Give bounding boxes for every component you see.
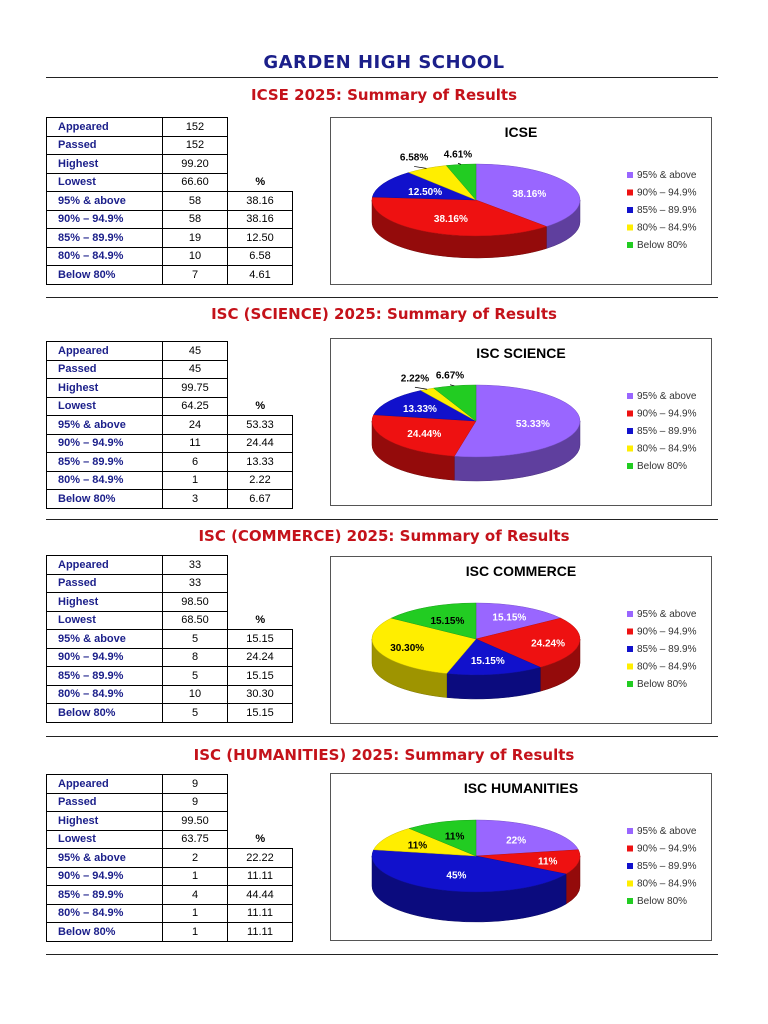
band-count: 1 bbox=[163, 923, 228, 942]
row-label: Passed bbox=[47, 574, 163, 593]
band-count: 19 bbox=[163, 229, 228, 248]
divider bbox=[46, 736, 718, 737]
table-row bbox=[47, 434, 293, 453]
legend-label: 90% – 94.9% bbox=[637, 843, 697, 855]
data-label: 38.16% bbox=[433, 213, 468, 225]
legend-label: 95% & above bbox=[637, 826, 697, 837]
legend-swatch bbox=[627, 242, 633, 248]
pie-chart-svg bbox=[331, 339, 711, 505]
table-row bbox=[47, 556, 293, 575]
band-label: 95% & above bbox=[47, 849, 163, 868]
data-label: 12.50% bbox=[408, 186, 443, 198]
band-percent: 12.50 bbox=[228, 229, 293, 248]
table-row bbox=[47, 830, 293, 849]
row-value: 66.60 bbox=[163, 173, 228, 192]
band-percent: 38.16 bbox=[228, 192, 293, 211]
legend-swatch bbox=[627, 863, 633, 869]
pie-chart-svg bbox=[331, 118, 711, 284]
row-label: Highest bbox=[47, 812, 163, 831]
band-percent: 6.67 bbox=[228, 490, 293, 509]
row-value: 9 bbox=[163, 775, 228, 794]
table-row bbox=[47, 247, 293, 266]
band-count: 3 bbox=[163, 490, 228, 509]
legend-label: 95% & above bbox=[637, 391, 697, 402]
legend-swatch bbox=[627, 629, 633, 635]
table-row bbox=[47, 648, 293, 667]
table-row bbox=[47, 667, 293, 686]
band-percent: 11.11 bbox=[228, 923, 293, 942]
band-count: 1 bbox=[163, 904, 228, 923]
data-label: 15.15% bbox=[492, 612, 527, 624]
table-row bbox=[47, 574, 293, 593]
band-count: 2 bbox=[163, 849, 228, 868]
pie-chart-svg bbox=[331, 774, 711, 940]
band-label: 90% – 94.9% bbox=[47, 648, 163, 667]
table-row bbox=[47, 630, 293, 649]
legend-swatch bbox=[627, 681, 633, 687]
band-count: 5 bbox=[163, 704, 228, 723]
legend-label: 90% – 94.9% bbox=[637, 626, 697, 638]
legend-label: 85% – 89.9% bbox=[637, 205, 697, 216]
results-table-isc-commerce bbox=[46, 555, 293, 723]
row-value: 64.25 bbox=[163, 397, 228, 416]
band-label: 85% – 89.9% bbox=[47, 229, 163, 248]
row-value: 152 bbox=[163, 118, 228, 137]
band-label: Below 80% bbox=[47, 923, 163, 942]
band-label: 80% – 84.9% bbox=[47, 247, 163, 266]
results-table-isc-humanities bbox=[46, 774, 293, 942]
legend-label: Below 80% bbox=[637, 679, 688, 690]
row-label: Appeared bbox=[47, 342, 163, 361]
table-row bbox=[47, 210, 293, 229]
legend-swatch bbox=[627, 463, 633, 469]
band-count: 1 bbox=[163, 867, 228, 886]
section-title-isc-humanities: ISC (HUMANITIES) 2025: Summary of Results bbox=[193, 746, 575, 764]
legend-label: 85% – 89.9% bbox=[637, 861, 697, 872]
legend-swatch bbox=[627, 828, 633, 834]
data-label: 11% bbox=[407, 840, 428, 852]
table-row bbox=[47, 360, 293, 379]
table-row bbox=[47, 793, 293, 812]
row-value: 33 bbox=[163, 556, 228, 575]
data-label: 2.22% bbox=[400, 373, 430, 385]
row-value: 33 bbox=[163, 574, 228, 593]
chart-title: ISC HUMANITIES bbox=[463, 780, 579, 796]
divider bbox=[46, 77, 718, 78]
table-row bbox=[47, 611, 293, 630]
section-title-isc-science: ISC (SCIENCE) 2025: Summary of Results bbox=[211, 305, 557, 323]
data-label: 6.67% bbox=[435, 370, 465, 382]
legend-swatch bbox=[627, 225, 633, 231]
band-count: 5 bbox=[163, 667, 228, 686]
table-row bbox=[47, 704, 293, 723]
row-value: 45 bbox=[163, 342, 228, 361]
band-label: Below 80% bbox=[47, 490, 163, 509]
band-percent: 4.61 bbox=[228, 266, 293, 285]
band-percent: 53.33 bbox=[228, 416, 293, 435]
table-row bbox=[47, 453, 293, 472]
table-row bbox=[47, 490, 293, 509]
legend-label: 85% – 89.9% bbox=[637, 426, 697, 437]
data-label: 24.44% bbox=[407, 429, 442, 441]
band-percent: 24.44 bbox=[228, 434, 293, 453]
legend-label: 90% – 94.9% bbox=[637, 408, 697, 420]
divider bbox=[46, 954, 718, 955]
table-row bbox=[47, 886, 293, 905]
pie-chart-isc-humanities bbox=[330, 773, 712, 941]
data-label: 22% bbox=[506, 835, 527, 847]
data-label: 15.15% bbox=[470, 656, 505, 668]
legend-swatch bbox=[627, 646, 633, 652]
legend-swatch bbox=[627, 411, 633, 417]
table-row bbox=[47, 904, 293, 923]
band-percent: 15.15 bbox=[228, 630, 293, 649]
row-value: 152 bbox=[163, 136, 228, 155]
legend-label: Below 80% bbox=[637, 240, 688, 251]
legend-swatch bbox=[627, 190, 633, 196]
chart-legend bbox=[627, 391, 697, 472]
band-count: 58 bbox=[163, 210, 228, 229]
band-label: 85% – 89.9% bbox=[47, 886, 163, 905]
table-row bbox=[47, 593, 293, 612]
pie-chart-svg bbox=[331, 557, 711, 723]
row-value: 45 bbox=[163, 360, 228, 379]
leader-line bbox=[415, 387, 427, 389]
table-row bbox=[47, 471, 293, 490]
row-value: 63.75 bbox=[163, 830, 228, 849]
legend-label: 95% & above bbox=[637, 609, 697, 620]
row-label: Lowest bbox=[47, 611, 163, 630]
blank-cell bbox=[228, 574, 293, 593]
table-row bbox=[47, 812, 293, 831]
blank-cell bbox=[228, 775, 293, 794]
band-percent: 15.15 bbox=[228, 704, 293, 723]
band-count: 5 bbox=[163, 630, 228, 649]
legend-label: 80% – 84.9% bbox=[637, 443, 697, 455]
legend-swatch bbox=[627, 846, 633, 852]
row-label: Lowest bbox=[47, 397, 163, 416]
blank-cell bbox=[228, 360, 293, 379]
data-label: 13.33% bbox=[402, 403, 437, 415]
legend-swatch bbox=[627, 428, 633, 434]
band-count: 4 bbox=[163, 886, 228, 905]
blank-cell bbox=[228, 155, 293, 174]
band-label: 95% & above bbox=[47, 416, 163, 435]
band-percent: 13.33 bbox=[228, 453, 293, 472]
blank-cell bbox=[228, 793, 293, 812]
band-label: 95% & above bbox=[47, 192, 163, 211]
legend-label: 80% – 84.9% bbox=[637, 661, 697, 673]
data-label: 4.61% bbox=[443, 149, 473, 161]
band-label: 80% – 84.9% bbox=[47, 471, 163, 490]
row-label: Lowest bbox=[47, 173, 163, 192]
divider bbox=[46, 519, 718, 520]
band-label: 80% – 84.9% bbox=[47, 904, 163, 923]
section-title-isc-commerce: ISC (COMMERCE) 2025: Summary of Results bbox=[198, 527, 570, 545]
chart-legend bbox=[627, 170, 697, 251]
table-row bbox=[47, 379, 293, 398]
table-row bbox=[47, 173, 293, 192]
band-percent: 2.22 bbox=[228, 471, 293, 490]
band-count: 24 bbox=[163, 416, 228, 435]
band-count: 6 bbox=[163, 453, 228, 472]
chart-title: ICSE bbox=[504, 124, 538, 140]
row-label: Highest bbox=[47, 379, 163, 398]
data-label: 15.15% bbox=[430, 615, 465, 627]
table-row bbox=[47, 342, 293, 361]
row-value: 98.50 bbox=[163, 593, 228, 612]
pie-chart-icse bbox=[330, 117, 712, 285]
row-value: 68.50 bbox=[163, 611, 228, 630]
band-label: 85% – 89.9% bbox=[47, 453, 163, 472]
blank-cell bbox=[228, 379, 293, 398]
band-label: 80% – 84.9% bbox=[47, 685, 163, 704]
row-label: Lowest bbox=[47, 830, 163, 849]
row-label: Appeared bbox=[47, 556, 163, 575]
band-percent: 6.58 bbox=[228, 247, 293, 266]
legend-label: 80% – 84.9% bbox=[637, 878, 697, 890]
band-count: 11 bbox=[163, 434, 228, 453]
band-percent: 15.15 bbox=[228, 667, 293, 686]
legend-swatch bbox=[627, 898, 633, 904]
row-label: Appeared bbox=[47, 775, 163, 794]
table-row bbox=[47, 136, 293, 155]
legend-label: 90% – 94.9% bbox=[637, 187, 697, 199]
band-count: 8 bbox=[163, 648, 228, 667]
pie-chart-isc-commerce bbox=[330, 556, 712, 724]
table-row bbox=[47, 397, 293, 416]
band-percent: 44.44 bbox=[228, 886, 293, 905]
band-label: 95% & above bbox=[47, 630, 163, 649]
legend-swatch bbox=[627, 664, 633, 670]
legend-swatch bbox=[627, 172, 633, 178]
chart-title: ISC SCIENCE bbox=[476, 345, 566, 361]
pie-chart-isc-science bbox=[330, 338, 712, 506]
data-label: 11% bbox=[537, 856, 558, 868]
data-label: 38.16% bbox=[512, 188, 547, 200]
band-count: 1 bbox=[163, 471, 228, 490]
band-label: 85% – 89.9% bbox=[47, 667, 163, 686]
table-row bbox=[47, 155, 293, 174]
legend-swatch bbox=[627, 207, 633, 213]
legend-swatch bbox=[627, 611, 633, 617]
blank-cell bbox=[228, 118, 293, 137]
row-label: Passed bbox=[47, 793, 163, 812]
data-label: 24.24% bbox=[531, 638, 566, 650]
leader-line bbox=[450, 385, 454, 386]
row-label: Passed bbox=[47, 136, 163, 155]
table-row bbox=[47, 192, 293, 211]
section-title-icse: ICSE 2025: Summary of Results bbox=[251, 86, 517, 104]
blank-cell bbox=[228, 136, 293, 155]
band-label: 90% – 94.9% bbox=[47, 434, 163, 453]
data-label: 45% bbox=[446, 870, 467, 882]
row-label: Highest bbox=[47, 155, 163, 174]
band-count: 10 bbox=[163, 685, 228, 704]
blank-cell bbox=[228, 556, 293, 575]
band-percent: 24.24 bbox=[228, 648, 293, 667]
table-row bbox=[47, 849, 293, 868]
table-row bbox=[47, 923, 293, 942]
band-label: 90% – 94.9% bbox=[47, 210, 163, 229]
data-label: 11% bbox=[444, 831, 465, 843]
data-label: 53.33% bbox=[515, 419, 550, 431]
percent-header: % bbox=[228, 173, 293, 192]
blank-cell bbox=[228, 593, 293, 612]
leader-line bbox=[414, 166, 426, 168]
table-row bbox=[47, 416, 293, 435]
band-count: 7 bbox=[163, 266, 228, 285]
table-row bbox=[47, 867, 293, 886]
row-value: 9 bbox=[163, 793, 228, 812]
legend-label: Below 80% bbox=[637, 896, 688, 907]
band-label: Below 80% bbox=[47, 704, 163, 723]
table-row bbox=[47, 266, 293, 285]
legend-label: 80% – 84.9% bbox=[637, 222, 697, 234]
table-row bbox=[47, 229, 293, 248]
school-title: GARDEN HIGH SCHOOL bbox=[263, 52, 505, 73]
table-row bbox=[47, 775, 293, 794]
chart-legend bbox=[627, 609, 697, 690]
band-percent: 22.22 bbox=[228, 849, 293, 868]
band-count: 10 bbox=[163, 247, 228, 266]
data-label: 30.30% bbox=[390, 643, 425, 655]
chart-title: ISC COMMERCE bbox=[465, 563, 577, 579]
row-label: Appeared bbox=[47, 118, 163, 137]
row-label: Highest bbox=[47, 593, 163, 612]
table-row bbox=[47, 118, 293, 137]
band-percent: 38.16 bbox=[228, 210, 293, 229]
results-table-isc-science bbox=[46, 341, 293, 509]
band-label: Below 80% bbox=[47, 266, 163, 285]
row-value: 99.50 bbox=[163, 812, 228, 831]
band-count: 58 bbox=[163, 192, 228, 211]
band-percent: 11.11 bbox=[228, 904, 293, 923]
row-value: 99.20 bbox=[163, 155, 228, 174]
table-row bbox=[47, 685, 293, 704]
row-value: 99.75 bbox=[163, 379, 228, 398]
results-table-icse bbox=[46, 117, 293, 285]
legend-swatch bbox=[627, 393, 633, 399]
pie-top bbox=[372, 164, 580, 236]
percent-header: % bbox=[228, 830, 293, 849]
percent-header: % bbox=[228, 611, 293, 630]
legend-swatch bbox=[627, 446, 633, 452]
blank-cell bbox=[228, 812, 293, 831]
data-label: 6.58% bbox=[399, 152, 429, 164]
divider bbox=[46, 297, 718, 298]
legend-label: 95% & above bbox=[637, 170, 697, 181]
blank-cell bbox=[228, 342, 293, 361]
band-label: 90% – 94.9% bbox=[47, 867, 163, 886]
legend-label: Below 80% bbox=[637, 461, 688, 472]
legend-label: 85% – 89.9% bbox=[637, 644, 697, 655]
chart-legend bbox=[627, 826, 697, 907]
band-percent: 11.11 bbox=[228, 867, 293, 886]
percent-header: % bbox=[228, 397, 293, 416]
legend-swatch bbox=[627, 881, 633, 887]
band-percent: 30.30 bbox=[228, 685, 293, 704]
row-label: Passed bbox=[47, 360, 163, 379]
